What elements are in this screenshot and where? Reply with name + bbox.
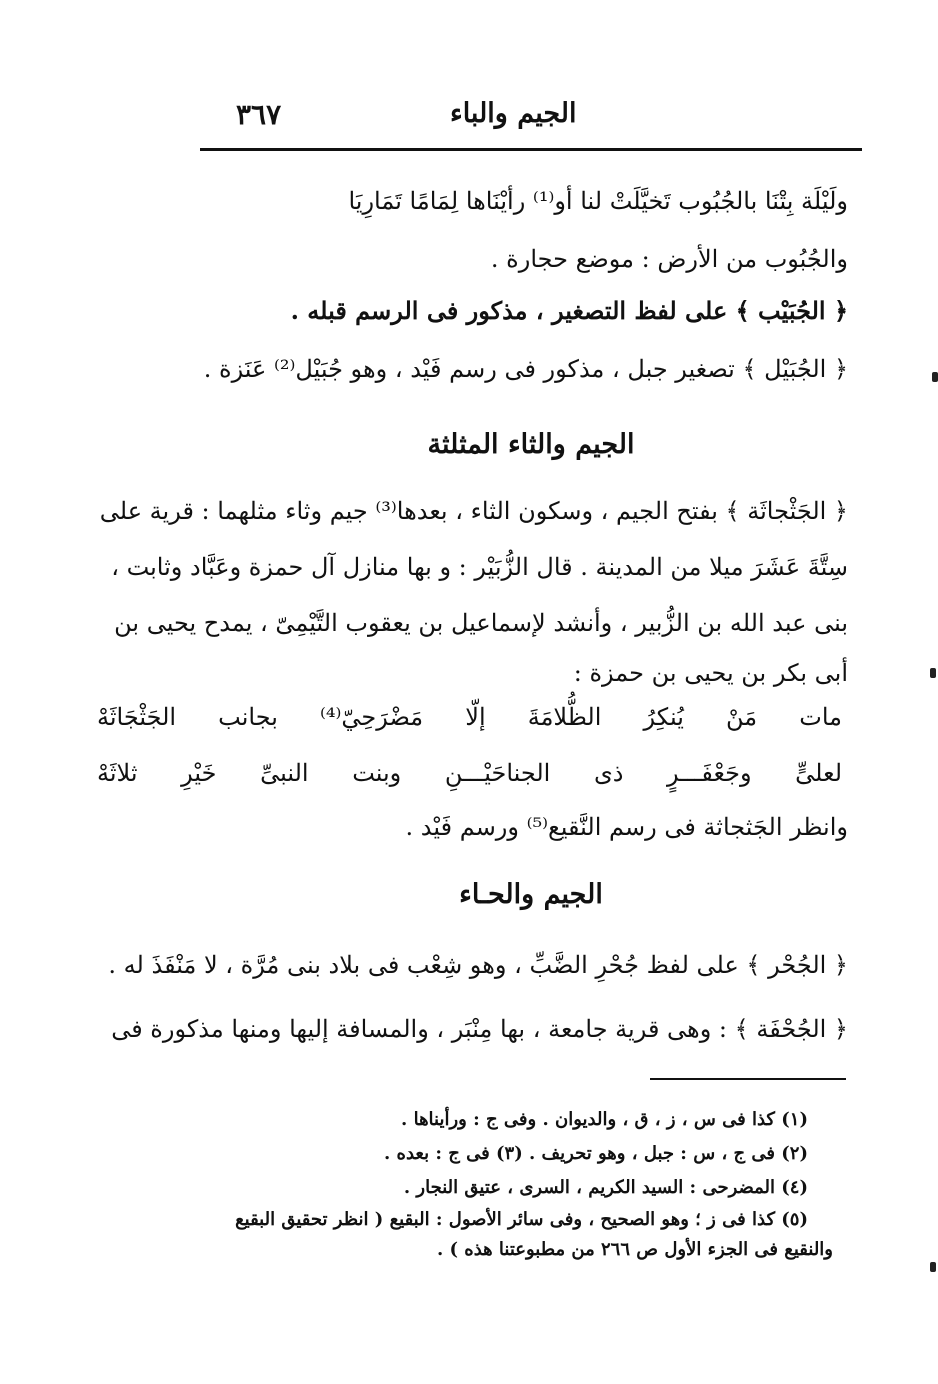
verse-line-opening: ولَيْلَة بِتْنَا بالجُبُوب تَخيَّلَتْ لنا أو⁽¹⁾ رأيْنَاها لِمَامًا تَمَارِيَا — [348, 187, 848, 215]
entry-jathjathah: ﴿ الجَثْجاثَة ﴾ بفتح الجيم ، وسكون الثاء ، بعدها⁽³⁾ جيم وثاء مثلهما : قرية على — [99, 497, 848, 525]
entry-juhfah: ﴿ الجُحْفَة ﴾ : وهى قرية جامعة ، بها مِنْبَر ، والمسافة إليها ومنها مذكورة فى — [111, 1015, 848, 1043]
header-rule — [200, 148, 862, 151]
margin-mark — [932, 372, 938, 382]
running-title: الجيم والباء — [450, 98, 577, 129]
text-line: أبى بكر بن يحيى بن حمزة : — [573, 659, 848, 687]
footnote-5-continued: والنقيع فى الجزء الأول ص ٢٦٦ من مطبوعتنا هذه ) . — [436, 1239, 833, 1260]
text-line: بنى عبد الله بن الزُّبير ، وأنشد لإسماعيل بن يعقوب التَّيْمِىّ ، يمدح يحيى بن — [114, 609, 848, 637]
section-heading-jim-tha: الجيم والثاء المثلثة — [427, 429, 635, 460]
text-line: والجُبُوب من الأرض : موضع حجارة . — [490, 245, 848, 273]
page-number: ٣٦٧ — [236, 98, 282, 131]
entry-jubayb: ﴿ الجُبَيْب ﴾ على لفظ التصغير ، مذكور فى الرسم قبله . — [290, 296, 848, 325]
poem-verse-2: لعلىٍّ وجَعْفَـــرٍ ذى الجناحَيْـــنِ وبنت النبىِّ خَيْرِ ثلاثَهْ — [97, 759, 842, 787]
footnote-rule — [650, 1078, 846, 1080]
entry-jubayl: ﴿ الجُبَيْل ﴾ تصغير جبل ، مذكور فى رسم فَيْد ، وهو جُبَيْل⁽²⁾ عَنَزة . — [203, 355, 848, 383]
text-line: وانظر الجَثجاثة فى رسم النَّقيع⁽⁵⁾ ورسم فَيْد . — [405, 813, 848, 841]
footnote-5: (٥) كذا فى ز ؛ وهو الصحيح ، وفى سائر الأصول : البقيع ( انظر تحقيق البقيع — [235, 1209, 808, 1230]
footnote-1: (١) كذا فى س ، ز ، ق ، والديوان . وفى ج : ورأيناها . — [401, 1109, 808, 1130]
footnote-2-3: (٢) فى ج ، س : جبل ، وهو تحريف . (٣) فى ج : بعده . — [383, 1143, 808, 1164]
footnote-4: (٤) المضرحى : السيد الكريم ، السرى ، عتيق النجار . — [403, 1177, 808, 1198]
section-heading-jim-ha: الجيم والحـاء — [459, 879, 603, 910]
text-line: سِتَّةَ عَشَرَ ميلا من المدينة . قال الزُّبَيْر : و بها منازل آل حمزة وعَبَّاد وثابت ، — [111, 553, 848, 581]
poem-verse-1: مات مَنْ يُنكِرُ الظُّلامَةَ إلّا مَضْرَحِيّ⁽⁴⁾ بجانب الجَثْجَاثَهْ — [97, 703, 842, 731]
margin-mark — [930, 1262, 936, 1272]
margin-mark — [930, 668, 936, 678]
page-header — [200, 96, 862, 148]
entry-juhr: ﴿ الجُحْر ﴾ على لفظ جُحْرِ الضَّبِّ ، وهو شِعْب فى بلاد بنى مُرَّة ، لا مَنْفَذَ له . — [108, 951, 848, 979]
